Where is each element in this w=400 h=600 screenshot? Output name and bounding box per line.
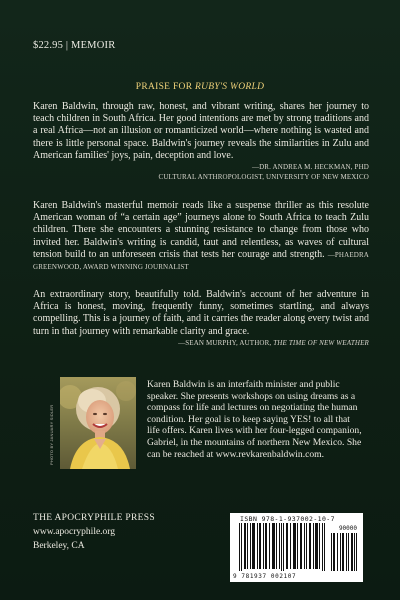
addon-bars <box>331 533 357 571</box>
quote-block-2 <box>33 200 369 273</box>
quote-attribution: —DR. ANDREA M. HECKMAN, PHD <box>251 163 369 172</box>
author-portrait-illustration <box>60 377 136 469</box>
price-genre: $22.95 | MEMOIR <box>33 40 116 51</box>
barcode-addon-number: 90000 <box>338 525 357 532</box>
quote-attribution: —SEAN MURPHY, AUTHOR, THE TIME OF NEW WEATHER <box>178 338 369 347</box>
quote-text: Karen Baldwin's masterful memoir reads like a suspense thriller as this resolute American woman of “a certain age” journeys alone to South Africa to teach Zulu children. There she encounters a stunning resistance to change from those who invited her. Baldwin's writing is candid, taut and relentless, as waves of cultural tension build to an unforeseen crisis that tests her courage and strength. —PHAEDRA GREENWOOD, AWARD WINNING JOURNALIST <box>33 200 369 272</box>
barcode <box>230 513 363 582</box>
publisher-website[interactable] <box>33 525 155 539</box>
publisher-name: THE APOCRYPHILE PRESS <box>33 513 155 523</box>
author-photo <box>60 377 136 469</box>
quote-block-3 <box>33 289 369 348</box>
ean-bars <box>239 523 325 571</box>
quote-text: Karen Baldwin, through raw, honest, and vibrant writing, shares her journey to teach children in South Africa. Her good intentions are met by strong traditions and a real Africa—not an illusion or romanticized world—where nothing is wasted and there is little personal space. Baldwin's journey reveals the similarities in Zulu and American families' joys, pain, deception and love. <box>33 101 369 161</box>
isbn-label: ISBN 978-1-937002-10-7 <box>240 515 335 523</box>
publisher-info <box>33 511 155 553</box>
ean-digits: 9 781937 002107 <box>233 573 297 580</box>
quote-block-1 <box>33 101 369 182</box>
photo-credit: PHOTO BY JANUARY SIDLER <box>49 404 54 465</box>
quote-text: An extraordinary story, beautifully told. Baldwin's account of her adventure in Africa is honest, moving, frequently funny, sometimes startling, and always compelling. This is a journey of faith, and it carries the reader along every twist and turn in that journey with remarkable clarity and grace. <box>33 289 369 337</box>
author-bio: Karen Baldwin is an interfaith minister and public speaker. She presents workshops on using dreams as a compass for life and lectures on negotiating the human condition. Her goal is to keep saying YES! to all that life offers. Karen lives with her four-legged companion, Gabriel, in the mountains of northern New Mexico. She can be reached at www.revkarenbaldwin.com. <box>147 379 362 460</box>
quote-attribution-affiliation: CULTURAL ANTHROPOLOGIST, UNIVERSITY OF NEW MEXICO <box>158 173 369 182</box>
praise-prefix: PRAISE FOR <box>135 82 196 92</box>
praise-heading <box>0 82 400 92</box>
praise-book-title: RUBY'S WORLD <box>195 82 265 92</box>
barcode-bars <box>230 513 363 582</box>
publisher-city: Berkeley, CA <box>33 541 85 551</box>
publisher-website-link[interactable]: www.apocryphile.org <box>33 527 116 537</box>
quote-attribution: —PHAEDRA GREENWOOD, AWARD WINNING JOURNALIST <box>33 250 369 272</box>
